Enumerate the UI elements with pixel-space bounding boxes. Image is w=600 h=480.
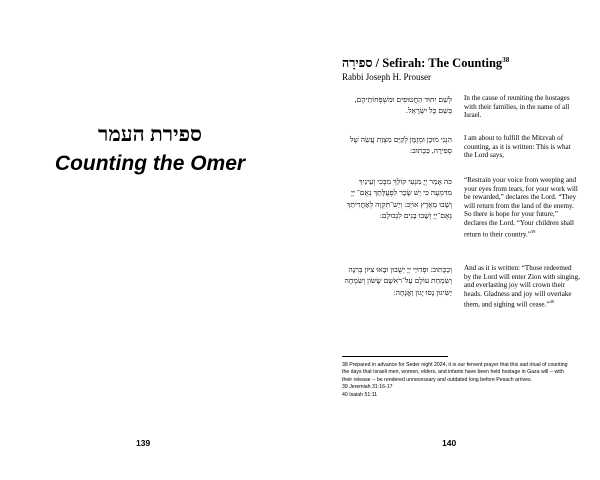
page-number-right: 140	[442, 438, 457, 448]
english-text	[464, 94, 580, 120]
footnote-mark: 39	[530, 228, 536, 234]
english-heading: Counting the Omer	[54, 152, 246, 175]
page-number-left: 139	[136, 438, 151, 448]
title-footnote-mark: 38	[502, 56, 510, 64]
hebrew-text: וְכַכָּתוּב: וּפְדוּיֵי יְיָ יְשֻׁבוּן וּבָאוּ צִיּוֹן בְּרִנָּה וְשִׂמְחַת עוֹלָם עַל־רֹאשָׁם שָׂשׂוֹן וְשִׂמְחָה יַשִּׂיגוּן נָסוּ יָגוֹן וַאֲנָחָה:	[344, 265, 452, 297]
footnote: 39 Jeremiah 31:16-17	[342, 384, 393, 391]
hebrew-text: לְשֵׁם יִחוּד הַחֲטוּפִים וּמִשְׁפְּחוֹתֵיהֶם, בְּשֵׁם כָּל יִשְׂרָאֵל.	[354, 95, 452, 116]
english-text	[464, 176, 580, 239]
page-title	[342, 56, 572, 71]
right-page	[300, 0, 600, 480]
page-title-text: ספירָה / Sefirah: The Counting	[342, 56, 503, 71]
english-text-body: “Restrain your voice from weeping and your eyes from tears, for your work will be rewarded,” declares the Lord. “They will return from the land of the enemy. So there is hope for your future,” declares the Lord. “Your children shall return to their country.”	[464, 176, 578, 238]
footnotes	[342, 362, 572, 399]
english-text-body: In the cause of reuniting the hostages with their families, in the name of all Israel.	[464, 94, 570, 120]
english-text	[464, 134, 580, 160]
hebrew-text: הִנְנִי מוּכָן וּמְזֻמָּן לְקַיֵּם מִצְוַת עֲשֵׂה שֶׁל סְפִירָה, כַּכָּתוּב:	[349, 135, 452, 156]
hebrew-text: כֹּה אָמַר יְיָ מִנְעִי קוֹלֵךְ מִבֶּכִי וְעֵינַיִךְ מִדִּמְעָה כִּי יֵשׁ שָׂכָר לִפְעֻלָּתֵךְ נְאֻם־ יְיָ וְשָׁבוּ מֵאֶרֶץ אוֹיֵב: וְיֵשׁ־תִּקְוָה לְאַחֲרִיתֵךְ נְאֻם־יְיָ וְשָׁבוּ בָנִים לִגְבוּלָם:	[346, 177, 452, 220]
title-block	[342, 56, 572, 82]
english-text-body: And as it is written: “Those redeemed by the Lord will enter Zion with singing, and everlasting joy will crown their heads. Gladness and joy will overtake them, and sighing will cease.”	[464, 264, 580, 309]
footnote-divider	[342, 356, 448, 357]
english-text-body: I am about to fulfill the Mitzvah of counting, as it is written: This is what the Lord says,	[464, 134, 571, 160]
hebrew-heading: ספירת העמר	[98, 122, 202, 146]
footnote-mark: 40	[549, 299, 554, 305]
footnote: 38 Prepared in advance for Seder night 2024, it is our fervent prayer that this sad ritual of counting the days that Israeli men, women, elders, and infants have been held hostage in Gaza will -- with their release -- be rendered unnecessary and outdated long before Pesach arrives.	[342, 362, 568, 383]
footnote: 40 Isaiah 51:11	[342, 391, 378, 398]
author-line: Rabbi Joseph H. Prouser	[342, 72, 431, 83]
english-text	[464, 264, 580, 309]
